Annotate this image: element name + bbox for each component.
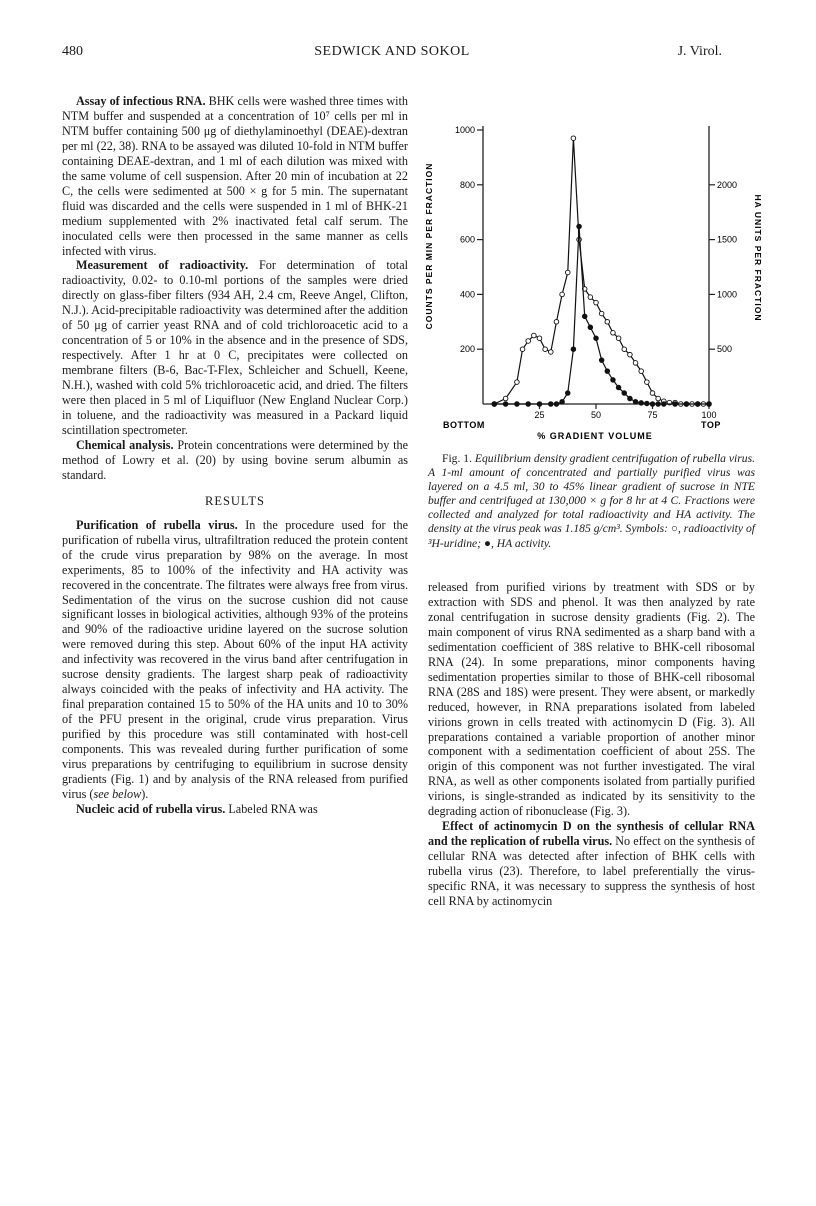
- run-in-heading: Measurement of radioactivity.: [76, 258, 249, 273]
- paragraph-radioactivity: Measurement of radioactivity. For determination of total radioactivity, 0.02- to 0.10-ml portions of the samples were dried directly on glass-fiber filters (934 AH, 2.4 cm, Reeve Angel, Clifton, N.J.). Acid-precipitable radioactivity was determined after the addition of 50 μg of carrier yeast RNA and of cold trichloroacetic acid to a concentration of 5 or 10% in the absence and in the presence of SDS, respectively. After 1 hr at 0 C, precipitates were collected on membrane filters (B-6, Bac-T-Flex, Schleicher and Schuell, Keene, N.H.), washed with cold 5% trichloroacetic acid, and dried. The filters were then placed in 5 ml of Liquifluor (New England Nuclear Corp.) in toluene, and the radioactivity was measured in a Packard liquid scintillation spectrometer.: [62, 258, 408, 437]
- data-point-series-2: [633, 400, 638, 405]
- data-point-series-2: [549, 402, 554, 407]
- run-in-heading: Effect of actinomycin D on the synthesis of cellular RNA and the replication of rubella virus.: [428, 819, 755, 849]
- data-point-series-1: [656, 396, 661, 401]
- data-point-series-1: [599, 311, 604, 316]
- data-point-series-1: [554, 320, 559, 325]
- y-tick-label-left: 800: [459, 179, 475, 190]
- data-point-series-1: [543, 347, 548, 352]
- data-point-series-2: [656, 402, 661, 407]
- data-point-series-1: [571, 136, 576, 141]
- x-tick-label: 50: [590, 410, 602, 420]
- running-authors: SEDWICK AND SOKOL: [314, 44, 470, 59]
- data-point-series-1: [594, 300, 599, 305]
- right-column: [428, 580, 755, 909]
- data-point-series-2: [588, 325, 593, 330]
- figure-label: Fig. 1.: [442, 452, 472, 465]
- caption-text: Equilibrium density gradient centrifugation of rubella virus. A 1-ml amount of concentrated and partially purified virus was layered on a 4.5 ml, 30 to 45% linear gradient of sucrose in NTE buffer and centrifuged at 130,000 × g for 8 hr at 4 C. Fractions were collected and analyzed for total radioactivity and HA activity. The density at the virus peak was 1.185 g/cm³. Symbols: ○, radioactivity of ³H-uridine; ●, HA activity.: [428, 452, 755, 550]
- paragraph-actinomycin: Effect of actinomycin D on the synthesis of cellular RNA and the replication of rubella virus. No effect on the synthesis of cellular RNA was detected after infection of BHK cells with rubella virus (23). Therefore, to label preferentially the virus-specific RNA, it was necessary to suppress the synthesis of host cell RNA by actinomycin: [428, 819, 756, 909]
- y-tick-label-right: 500: [717, 344, 733, 355]
- data-point-series-2: [650, 402, 655, 407]
- data-point-series-1: [622, 347, 627, 352]
- data-point-series-2: [599, 358, 604, 363]
- data-point-series-2: [628, 396, 633, 401]
- journal-name: J. Virol.: [677, 44, 722, 59]
- data-point-series-2: [662, 402, 667, 407]
- data-point-series-1: [611, 330, 616, 335]
- figure-1-caption: [428, 452, 755, 551]
- data-point-series-1: [565, 270, 570, 275]
- data-point-series-2: [673, 402, 678, 407]
- data-point-series-1: [628, 352, 633, 357]
- data-point-series-2: [554, 402, 559, 407]
- data-point-series-1: [532, 333, 537, 338]
- page-number: 480: [62, 44, 83, 59]
- data-point-series-2: [707, 402, 712, 407]
- paragraph-rna-continued: released from purified virions by treatment with SDS or by extraction with SDS and phenol. It was then analyzed by rate zonal centrifugation in sucrose density gradients (Fig. 2). The main component of virus RNA sedimented as a sharp band with a sedimentation coefficient of 38S relative to BHK-cell ribosomal RNA (24). In some preparations, minor components having sedimentation properties similar to those of BHK-cell ribosomal RNA (28S and 18S) were present. They were absent, or markedly reduced, however, in RNA preparations isolated from labeled virions grown in cells treated with actinomycin D (Fig. 3). All preparations contained a variable proportion of another minor component with a sedimentation coefficient of about 25S. The origin of this component was not further investigated. The viral RNA, as well as other components isolated from partially purified virions, is single-stranded as indicated by its sensitivity to the degrading action of ribonuclease (Fig. 3).: [428, 580, 755, 819]
- section-heading-results: RESULTS: [204, 493, 266, 508]
- data-point-series-2: [695, 402, 700, 407]
- y-tick-label-right: 1500: [717, 234, 738, 245]
- figure-1-chart: [424, 116, 763, 446]
- data-point-series-2: [515, 402, 520, 407]
- paragraph-chemical-analysis: Chemical analysis. Protein concentrations were determined by the method of Lowry et al. (20) by using bovine serum albumin as standard.: [62, 437, 408, 482]
- y-axis-label-right: HA UNITS PER FRACTION: [753, 194, 763, 322]
- x-axis-label: % GRADIENT VOLUME: [537, 431, 653, 441]
- run-in-heading: Nucleic acid of rubella virus.: [76, 801, 226, 816]
- data-point-series-2: [605, 369, 610, 374]
- data-point-series-1: [526, 339, 531, 344]
- data-point-series-2: [582, 314, 587, 319]
- data-point-series-2: [560, 400, 565, 405]
- paragraph-infectious-rna: Assay of infectious RNA. BHK cells were washed three times with NTM buffer and suspended at a concentration of 10⁷ cells per ml in NTM buffer containing 500 μg of diethylaminoethyl (DEAE)-dextran per ml (22, 38). RNA to be assayed was diluted 10-fold in NTM buffer containing DEAE-dextran, and 1 ml of each dilution was mixed with the same volume of cell suspension. After 20 min of incubation at 22 C, the cells were sedimented at 500 × g for 5 min. The supernatant fluid was discarded and the cells were suspended in 1 ml of BHK-21 medium supplemented with 2% inactivated fetal calf serum. The inoculated cells were then processed in the same manner as cells infected with virus.: [62, 94, 408, 258]
- data-point-series-2: [611, 378, 616, 383]
- data-point-series-1: [645, 380, 650, 385]
- data-point-series-2: [526, 402, 531, 407]
- data-point-series-1: [588, 295, 593, 300]
- data-point-series-1: [549, 350, 554, 355]
- data-point-series-2: [594, 336, 599, 341]
- y-tick-label-left: 400: [459, 289, 475, 300]
- x-label-top: TOP: [701, 420, 721, 430]
- paragraph-purification: Purification of rubella virus. In the procedure used for the purification of rubella virus, ultrafiltration reduced the protein content of the crude virus preparation by 98% on the average. In most experiments, 85 to 100% of the infectivity and HA activity was recovered in the concentrate. The filtrates were always free from virus. Sedimentation of the virus on the sucrose cushion did not cause significant losses in biological activities, although 93% of the proteins and 90% of the radioactive uridine layered on the sucrose solution were removed during this step. About 60% of the input HA activity and infectivity was recovered in the virus band after centrifugation in sucrose density gradients. The largest sharp peak of radioactivity always coincided with the peaks of infectivity and HA activity. The final preparation contained 15 to 50% of the HA units and 10 to 30% of the PFU present in the original, crude virus preparation. Virus purified by this procedure was still contaminated with host-cell components. This was revealed during further purification of some virus preparations by centrifuging to equilibrium in sucrose density gradients (Fig. 1) and by analysis of the RNA released from purified virus (see below).: [62, 517, 408, 801]
- data-point-series-2: [537, 402, 542, 407]
- y-tick-label-left: 600: [459, 234, 475, 245]
- left-column: [62, 94, 408, 817]
- run-in-heading: Assay of infectious RNA.: [76, 94, 206, 108]
- y-tick-label-left: 200: [459, 344, 475, 355]
- data-point-series-2: [492, 402, 497, 407]
- running-header: [62, 44, 722, 64]
- data-point-series-2: [639, 401, 644, 406]
- data-point-series-1: [503, 396, 508, 401]
- y-tick-label-right: 2000: [717, 179, 738, 190]
- data-point-series-2: [571, 347, 576, 352]
- data-point-series-2: [684, 402, 689, 407]
- data-point-series-1: [639, 369, 644, 374]
- y-tick-label-right: 1000: [717, 289, 738, 300]
- run-in-heading: Chemical analysis.: [76, 437, 174, 452]
- x-tick-label: 100: [701, 410, 717, 420]
- x-label-bottom: BOTTOM: [443, 420, 485, 430]
- y-axis-label-left: COUNTS PER MIN PER FRACTION: [424, 162, 434, 330]
- data-point-series-2: [616, 385, 621, 390]
- paragraph-nucleic-acid: Nucleic acid of rubella virus. Labeled RNA was: [76, 801, 318, 816]
- data-point-series-1: [616, 336, 621, 341]
- y-tick-label-left: 1000: [454, 125, 475, 135]
- data-point-series-1: [560, 292, 565, 297]
- x-tick-label: 25: [534, 410, 545, 420]
- data-point-series-1: [633, 361, 638, 366]
- data-point-series-2: [645, 401, 650, 406]
- data-point-series-1: [515, 380, 520, 385]
- run-in-heading: Purification of rubella virus.: [76, 517, 238, 532]
- data-point-series-2: [577, 224, 582, 229]
- x-tick-label: 75: [647, 410, 658, 420]
- data-point-series-1: [650, 391, 655, 396]
- data-point-series-1: [537, 336, 542, 341]
- data-point-series-1: [520, 347, 525, 352]
- data-point-series-2: [565, 391, 570, 396]
- data-point-series-2: [503, 402, 508, 407]
- data-point-series-2: [622, 391, 627, 396]
- series-line-1: [494, 138, 709, 404]
- data-point-series-1: [605, 320, 610, 325]
